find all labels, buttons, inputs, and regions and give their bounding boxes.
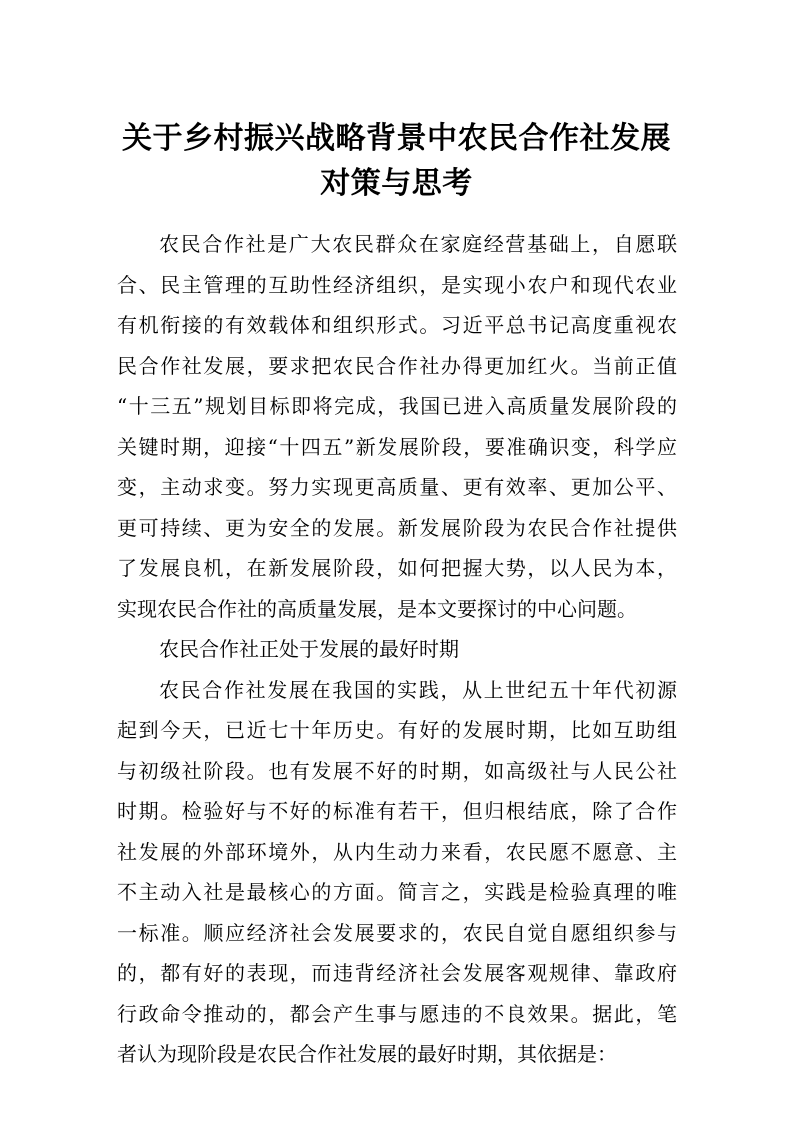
document-body: [117, 224, 677, 1075]
body-line-10: 实现农民合作社的高质量发展，是本文要探讨的中心问题。: [117, 596, 637, 621]
body-line-2: 合、民主管理的互助性经济组织，是实现小农户和现代农业: [117, 272, 677, 297]
body-line-20: 行政命令推动的，都会产生事与愿违的不良效果。据此，笔: [117, 1001, 677, 1026]
body-line-9: 了发展良机，在新发展阶段，如何把握大势，以人民为本，: [117, 556, 677, 580]
body-line-14: 与初级社阶段。也有发展不好的时期，如高级社与人民公社: [117, 758, 677, 783]
body-line-6: 关键时期，迎接“十四五”新发展阶段，要准确识变，科学应: [117, 434, 677, 459]
body-line-12: 农民合作社发展在我国的实践，从上世纪五十年代初源: [159, 677, 677, 702]
body-line-18: 一标准。顺应经济社会发展要求的，农民自觉自愿组织参与: [117, 920, 677, 945]
body-line-5: “十三五”规划目标即将完成，我国已进入高质量发展阶段的: [117, 394, 677, 418]
body-line-1: 农民合作社是广大农民群众在家庭经营基础上，自愿联: [159, 232, 677, 256]
body-line-3: 有机衔接的有效载体和组织形式。习近平总书记高度重视农: [117, 313, 677, 337]
body-line-17: 不主动入社是最核心的方面。简言之，实践是检验真理的唯: [117, 880, 677, 904]
body-line-4: 民合作社发展，要求把农民合作社办得更加红火。当前正值: [117, 353, 677, 378]
body-line-13: 起到今天，已近七十年历史。有好的发展时期，比如互助组: [117, 718, 677, 742]
body-line-8: 更可持续、更为安全的发展。新发展阶段为农民合作社提供: [117, 515, 677, 540]
document-title-line-1: 关于乡村振兴战略背景中农民合作社发展: [122, 121, 671, 156]
body-line-7: 变，主动求变。努力实现更高质量、更有效率、更加公平、: [117, 475, 677, 499]
body-line-15: 时期。检验好与不好的标准有若干，但归根结底，除了合作: [117, 799, 677, 823]
body-line-16: 社发展的外部环境外，从内生动力来看，农民愿不愿意、主: [117, 839, 677, 864]
body-line-19: 的，都有好的表现，而违背经济社会发展客观规律、靠政府: [117, 961, 677, 985]
document-title-line-2: 对策与思考: [320, 166, 473, 201]
body-line-21: 者认为现阶段是农民合作社发展的最好时期，其依据是：: [117, 1042, 617, 1066]
section-heading: 农民合作社正处于发展的最好时期: [159, 637, 459, 661]
